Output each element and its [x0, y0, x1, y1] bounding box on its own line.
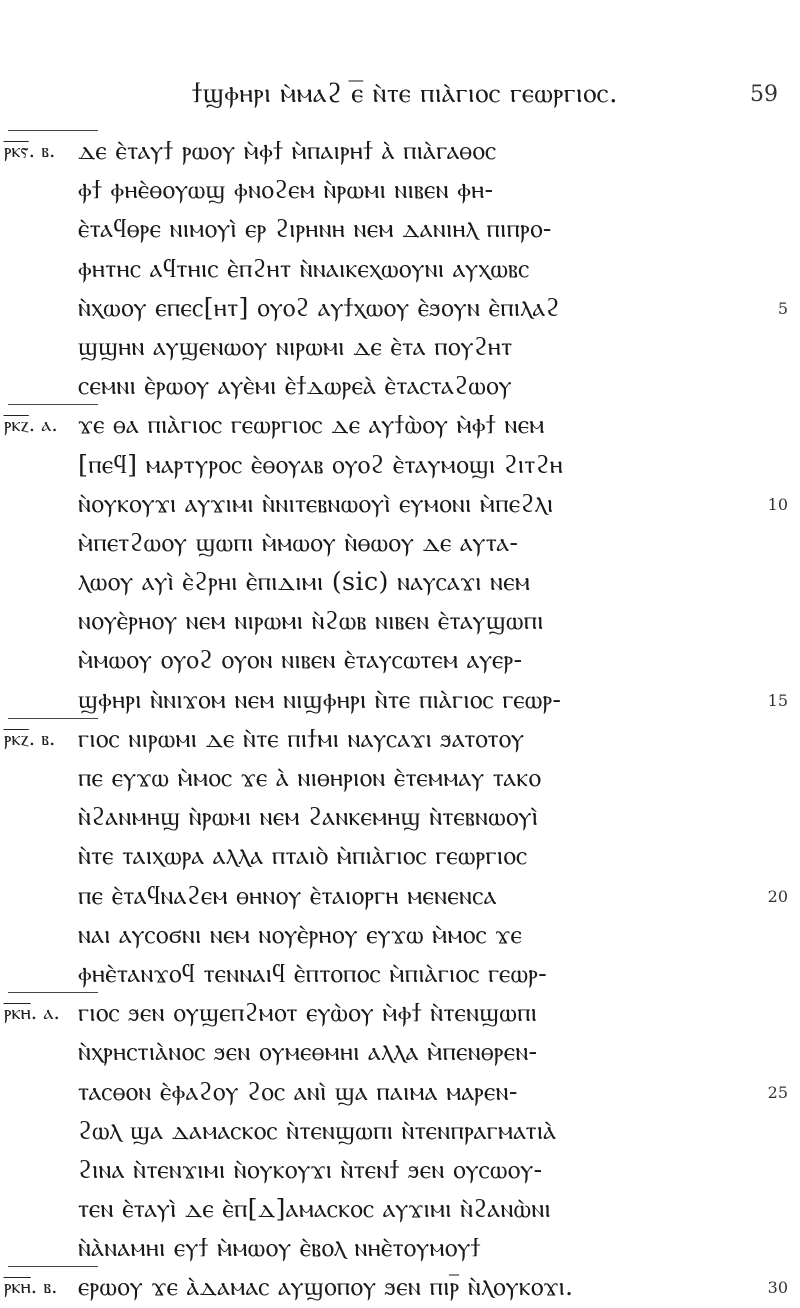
line-text: ⲫⲏⲉ̀ⲧⲁⲛϫⲟϥ ⲧⲉⲛⲛⲁⲓϥ ⲉ̀ⲡⲧⲟⲡⲟⲥ ⲙ̀ⲡⲓⲁ̀ⲅⲓⲟⲥ ⲅⲉⲱⲣ-	[78, 958, 548, 989]
text-line	[0, 367, 800, 406]
folio-reference: ⲣ̅ⲕ̅ⲏ̅. ⲃ.	[4, 1274, 58, 1299]
line-number: 10	[767, 494, 788, 514]
text-body	[0, 132, 800, 1308]
line-text: ⲙ̀ⲡⲉⲧϩⲱⲟⲩ ϣⲱⲡⲓ ⲙ̀ⲙⲱⲟⲩ ⲛ̀ⲑⲱⲟⲩ ⲇⲉ ⲁⲩⲧⲁ-	[78, 527, 519, 558]
text-line	[0, 485, 800, 524]
text-line	[0, 1112, 800, 1151]
line-text: ⲥⲉⲙⲛⲓ ⲉ̀ⲣⲱⲟⲩ ⲁⲩⲉ̀ⲙⲓ ⲉ̀ϯⲇⲱⲣⲉⲁ̀ ⲉ̀ⲧⲁⲥⲧⲁϩⲱⲟⲩ	[78, 371, 512, 402]
text-line	[0, 877, 800, 916]
line-text: ⲛ̀ϩⲁⲛⲙⲏϣ ⲛ̀ⲣⲱⲙⲓ ⲛⲉⲙ ϩⲁⲛⲕⲉⲙⲏϣ ⲛ̀ⲧⲉⲃⲛⲱⲟⲩⲓ̀	[78, 802, 539, 833]
line-text: ⲛⲟⲩⲉ̀ⲣⲏⲟⲩ ⲛⲉⲙ ⲛⲓⲣⲱⲙⲓ ⲛ̀ϩⲱⲃ ⲛⲓⲃⲉⲛ ⲉ̀ⲧⲁⲩϣⲱⲡⲓ	[78, 606, 544, 637]
text-line	[0, 132, 800, 171]
line-text: ϣϣⲏⲛ ⲁⲩϣⲉⲛⲱⲟⲩ ⲛⲓⲣⲱⲙⲓ ⲇⲉ ⲉ̀ⲧⲁ ⲡⲟⲩϩⲏⲧ	[78, 331, 513, 362]
text-line	[0, 916, 800, 955]
line-text: ⲉ̀ⲧⲁϥⲑⲣⲉ ⲛⲓⲙⲟⲩⲓ̀ ⲉⲣ ϩⲓⲣⲏⲛⲏ ⲛⲉⲙ ⲇⲁⲛⲓⲏⲗ ⲡⲓⲡⲣⲟ-	[78, 214, 552, 245]
folio-reference: ⲣ̅ⲕ̅ⲍ̅. ⲃ.	[4, 725, 56, 750]
text-line	[0, 1073, 800, 1112]
text-line	[0, 406, 800, 445]
line-text: ⲛ̀ⲭⲱⲟⲩ ⲉⲡⲉⲥ[ⲏⲧ] ⲟⲩⲟϩ ⲁⲩϯⲭⲱⲟⲩ ⲉ̀ϧⲟⲩⲛ ⲉ̀ⲡⲓⲗⲁϩ	[78, 292, 560, 323]
line-text: ⲡⲉ ⲉⲩϫⲱ ⲙ̀ⲙⲟⲥ ϫⲉ ⲁ̀ ⲛⲓⲑⲏⲣⲓⲟⲛ ⲉ̀ⲧⲉⲙⲙⲁⲩ ⲧⲁⲕⲟ	[78, 763, 542, 793]
line-text: ⲛ̀ⲭⲣⲏⲥⲧⲓⲁ̀ⲛⲟⲥ ϧⲉⲛ ⲟⲩⲙⲉⲑⲙⲏⲓ ⲁⲗⲗⲁ ⲙ̀ⲡⲉⲛⲑⲣⲉⲛ-	[78, 1037, 538, 1068]
text-line	[0, 759, 800, 798]
line-text: ϣⲫⲏⲣⲓ ⲛ̀ⲛⲓϫⲟⲙ ⲛⲉⲙ ⲛⲓϣⲫⲏⲣⲓ ⲛ̀ⲧⲉ ⲡⲓⲁ̀ⲅⲓⲟⲥ ⲅⲉⲱⲣ-	[78, 684, 562, 715]
line-text: ⲙ̀ⲙⲱⲟⲩ ⲟⲩⲟϩ ⲟⲩⲟⲛ ⲛⲓⲃⲉⲛ ⲉ̀ⲧⲁⲩⲥⲱⲧⲉⲙ ⲁⲩⲉⲣ-	[78, 645, 523, 676]
line-text: ⲛ̀ⲧⲉ ⲧⲁⲓⲭⲱⲣⲁ ⲁⲗⲗⲁ ⲡⲧⲁⲓⲟ̀ ⲙ̀ⲡⲓⲁ̀ⲅⲓⲟⲥ ⲅⲉⲱⲣⲅⲓⲟⲥ	[78, 841, 528, 872]
line-text: ϩⲓⲛⲁ ⲛ̀ⲧⲉⲛϫⲓⲙⲓ ⲛ̀ⲟⲩⲕⲟⲩϫⲓ ⲛ̀ⲧⲉⲛϯ ϧⲉⲛ ⲟⲩⲥⲱⲟⲩ-	[78, 1154, 543, 1185]
text-line	[0, 955, 800, 994]
text-line	[0, 210, 800, 249]
line-number: 25	[767, 1082, 788, 1102]
page-number: 59	[750, 82, 778, 107]
line-text: ⲅⲓⲟⲥ ϧⲉⲛ ⲟⲩϣⲉⲡϩⲙⲟⲧ ⲉⲩⲱ̀ⲟⲩ ⲙ̀ⲫϯ ⲛ̀ⲧⲉⲛϣⲱⲡⲓ	[78, 998, 538, 1029]
text-line	[0, 798, 800, 837]
folio-reference: ⲣ̅ⲕ̅ⲍ̅. ⲁ.	[4, 412, 58, 437]
folio-reference: ⲣ̅ⲕ̅ⲏ̅. ⲁ.	[4, 1000, 60, 1025]
folio-divider	[8, 992, 98, 993]
folio-reference: ⲣ̅ⲕ̅ⲋ̅. ⲃ.	[4, 138, 56, 162]
line-text: ⲫⲏⲧⲏⲥ ⲁϥⲧⲏⲓⲥ ⲉ̀ⲡϩⲏⲧ ⲛ̀ⲛⲁⲓⲕⲉⲭⲱⲟⲩⲛⲓ ⲁⲩⲭⲱⲃⲥ	[78, 253, 530, 284]
folio-divider	[8, 718, 98, 719]
line-text: ⲅⲓⲟⲥ ⲛⲓⲣⲱⲙⲓ ⲇⲉ ⲛ̀ⲧⲉ ⲡⲓϯⲙⲓ ⲛⲁⲩⲥⲁϫⲓ ϧⲁⲧⲟⲧⲟⲩ	[78, 723, 525, 754]
line-text: ⲇⲉ ⲉ̀ⲧⲁⲩϯ ⲣⲱⲟⲩ ⲙ̀ⲫϯ ⲙ̀ⲡⲁⲓⲣⲏϯ ⲁ̀ ⲡⲓⲁ̀ⲅⲁⲑⲟⲥ	[78, 136, 497, 166]
text-line	[0, 1033, 800, 1072]
text-line	[0, 1190, 800, 1229]
line-text: ϩⲱⲗ ϣⲁ ⲇⲁⲙⲁⲥⲕⲟⲥ ⲛ̀ⲧⲉⲛϣⲱⲡⲓ ⲛ̀ⲧⲉⲛⲡⲣⲁⲅⲙⲁⲧⲓⲁ̀	[78, 1115, 557, 1146]
line-text: ⲡⲉ ⲉ̀ⲧⲁϥⲛⲁϩⲉⲙ ⲑⲏⲛⲟⲩ ⲉ̀ⲧⲁⲓⲟⲣⲅⲏ ⲙⲉⲛⲉⲛⲥⲁ	[78, 880, 497, 911]
line-text: ⲫϯ ⲫⲏⲉ̀ⲑⲟⲩⲱϣ ⲫⲛⲟϩⲉⲙ ⲛ̀ⲣⲱⲙⲓ ⲛⲓⲃⲉⲛ ⲫⲏ-	[78, 175, 494, 206]
text-line	[0, 1229, 800, 1268]
folio-divider	[8, 130, 98, 131]
line-text: ⲛ̀ⲟⲩⲕⲟⲩϫⲓ ⲁⲩϫⲓⲙⲓ ⲛ̀ⲛⲓⲧⲉⲃⲛⲱⲟⲩⲓ̀ ⲉⲩⲙⲟⲛⲓ ⲙ̀ⲡⲉϩⲗⲓ	[78, 488, 554, 519]
line-number: 5	[777, 298, 788, 318]
line-text: [ⲡⲉϥ] ⲙⲁⲣⲧⲩⲣⲟⲥ ⲉ̀ⲑⲟⲩⲁⲃ ⲟⲩⲟϩ ⲉ̀ⲧⲁⲩⲙⲟϣⲓ ϩⲓⲧϩⲏ	[78, 449, 564, 480]
text-line	[0, 602, 800, 641]
line-text: ⲗⲱⲟⲩ ⲁⲩⲓ̀ ⲉ̀ϩⲣⲏⲓ ⲉ̀ⲡⲓⲇⲓⲙⲓ (sic) ⲛⲁⲩⲥⲁϫⲓ ⲛⲉⲙ	[78, 567, 531, 598]
line-text: ⲉⲣⲱⲟⲩ ϫⲉ ⲁ̀ⲇⲁⲙⲁⲥ ⲁⲩϣⲟⲡⲟⲩ ϧⲉⲛ ⲡⲓⲣ̅ ⲛ̀ⲗⲟⲩⲕⲟϫⲓ.	[78, 1272, 574, 1303]
line-text: ϫⲉ ⲑⲁ ⲡⲓⲁ̀ⲅⲓⲟⲥ ⲅⲉⲱⲣⲅⲓⲟⲥ ⲇⲉ ⲁⲩϯⲱ̀ⲟⲩ ⲙ̀ⲫϯ ⲛⲉⲙ	[78, 410, 545, 441]
text-line	[0, 641, 800, 680]
text-line	[0, 994, 800, 1033]
text-line	[0, 171, 800, 210]
line-text: ⲧⲉⲛ ⲉ̀ⲧⲁⲩⲓ̀ ⲇⲉ ⲉ̀ⲡ[ⲇ]ⲁⲙⲁⲥⲕⲟⲥ ⲁⲩϫⲓⲙⲓ ⲛ̀ϩⲁⲛⲱ̀ⲛⲓ	[78, 1194, 551, 1225]
line-number: 30	[767, 1278, 788, 1298]
text-line	[0, 289, 800, 328]
line-text: ⲧⲁⲥⲑⲟⲛ ⲉ̀ⲫⲁϩⲟⲩ ϩⲟⲥ ⲁⲛⲓ̀ ϣⲁ ⲡⲁⲓⲙⲁ ⲙⲁⲣⲉⲛ-	[78, 1076, 518, 1107]
text-line	[0, 250, 800, 289]
text-line	[0, 681, 800, 720]
text-line	[0, 720, 800, 759]
text-line	[0, 837, 800, 876]
folio-divider	[8, 404, 98, 405]
line-text: ⲛ̀ⲁ̀ⲛⲁⲙⲏⲓ ⲉⲩϯ ⲙ̀ⲙⲱⲟⲩ ⲉ̀ⲃⲟⲗ ⲛⲏⲉ̀ⲧⲟⲩⲙⲟⲩϯ	[78, 1233, 481, 1264]
text-line	[0, 446, 800, 485]
folio-divider	[8, 1266, 98, 1267]
text-line	[0, 524, 800, 563]
text-line	[0, 563, 800, 602]
line-text: ⲛⲁⲓ ⲁⲩⲥⲟϭⲛⲓ ⲛⲉⲙ ⲛⲟⲩⲉ̀ⲣⲏⲟⲩ ⲉⲩϫⲱ ⲙ̀ⲙⲟⲥ ϫⲉ	[78, 919, 523, 950]
line-number: 15	[767, 690, 788, 710]
line-number: 20	[767, 886, 788, 906]
text-line	[0, 1151, 800, 1190]
text-line	[0, 328, 800, 367]
text-line	[0, 1268, 800, 1307]
running-head: ϯϣⲫⲏⲣⲓ ⲙ̀ⲙⲁϩ ⲉ̅ ⲛ̀ⲧⲉ ⲡⲓⲁ̀ⲅⲓⲟⲥ ⲅⲉⲱⲣⲅⲓⲟⲥ.	[191, 78, 619, 109]
